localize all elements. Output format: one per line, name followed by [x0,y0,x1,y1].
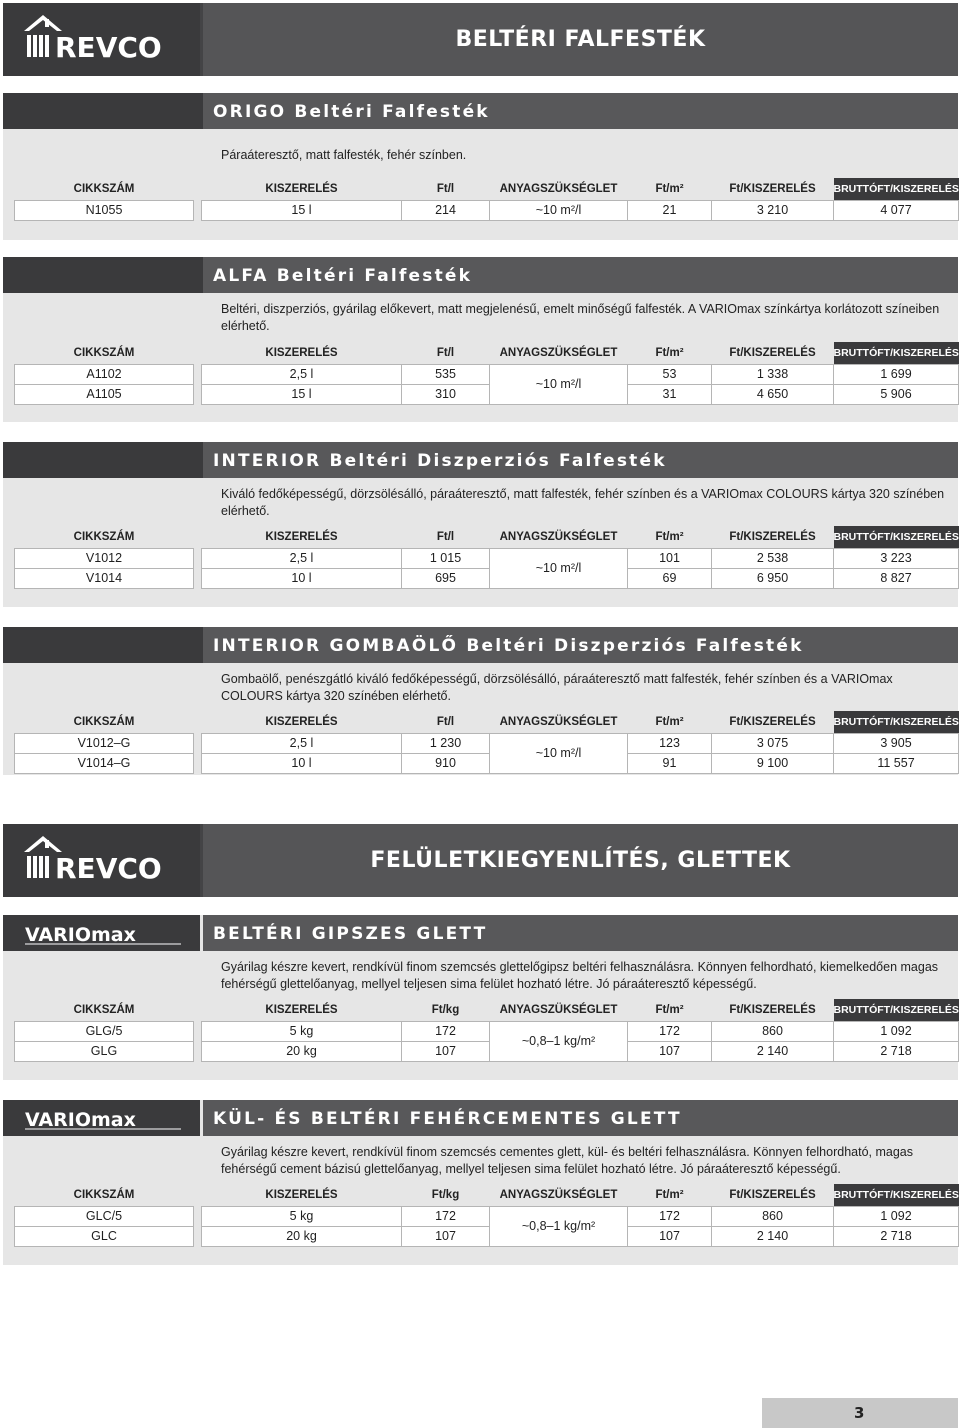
price-table [14,178,959,221]
table-header-row: CIKKSZÁM KISZERELÉS Ft/l ANYAGSZÜKSÉGLET Ft/m² Ft/KISZERELÉS BRUTTÓFT/KISZERELÉS [15,711,959,733]
section-description: Gyárilag készre kevert, rendkívül finom szemcsés cementes glett, kül- és beltéri felhasználásra. Könnyen felhordható, magas fehérségű cement bázisú glettelőanyag, mellyel teljesen sima felület hozható létre. Jó páraáteresztő képességű. [221,1145,913,1176]
revco-logo-icon [21,834,186,886]
table-header-row: CIKKSZÁM KISZERELÉS Ft/l ANYAGSZÜKSÉGLET Ft/m² Ft/KISZERELÉS BRUTTÓFT/KISZERELÉS [15,342,959,364]
variomax-logo-icon [23,1107,183,1131]
header-usage: ANYAGSZÜKSÉGLET [499,182,618,195]
table-row: GLG 20 kg 107 107 2 140 2 718 [15,1041,959,1061]
revco-logo-icon [21,13,186,65]
product-section-origo [3,93,958,240]
variomax-logo-icon [23,922,183,946]
product-section-interior-gombaolo [3,627,958,775]
page-banner [3,824,958,897]
table-row: V1012–G 2,5 l 1 230 ~10 m²/l 123 3 075 3 905 [15,733,959,753]
section-description: Páraáteresztő, matt falfesték, fehér színben. [221,148,467,162]
section-title: KÜL- ÉS BELTÉRI FEHÉRCEMENTES GLETT [213,1109,682,1129]
header-pack-price: Ft/KISZERELÉS [729,182,816,195]
svg-text:VARIOmax: VARIOmax [25,924,136,946]
header-cikkszam: CIKKSZÁM [73,182,135,195]
section-description: Kiváló fedőképességű, dörzsölésálló, páraáteresztő, matt falfesték, fehér színben és a VARIOmax COLOURS kártya 320 színében elérhető. [221,487,945,518]
section-title: ALFA Beltéri Falfesték [213,266,473,286]
banner-title: BELTÉRI FALFESTÉK [455,27,706,52]
section-description: Gombaölő, penészgátló kiváló fedőképességű, dörzsölésálló, páraáteresztő matt falfesték, fehér színben és a VARIOmax COLOURS kártya 320 színében elérhető. [221,672,893,703]
svg-text:REVCO: REVCO [55,31,162,64]
table-row: V1014 10 l 695 69 6 950 8 827 [15,568,959,588]
page-number-box [762,1398,958,1428]
page-number: 3 [854,1404,865,1422]
svg-text:VARIOmax: VARIOmax [25,1109,136,1131]
table-row: A1102 2,5 l 535 ~10 m²/l 53 1 338 1 699 [15,364,959,384]
table-header-row: CIKKSZÁM KISZERELÉS Ft/l ANYAGSZÜKSÉGLET Ft/m² Ft/KISZERELÉS BRUTTÓFT/KISZERELÉS [15,526,959,548]
product-section-fehercementes-glett [3,1100,958,1265]
page-banner [3,3,958,76]
price-table [14,342,959,405]
revco-logo [3,3,200,76]
product-section-alfa [3,257,958,422]
table-row: GLC 20 kg 107 107 2 140 2 718 [15,1226,959,1246]
header-unit-price: Ft/l [436,182,455,195]
table-row: V1014–G 10 l 910 91 9 100 11 557 [15,753,959,773]
table-header-row: CIKKSZÁM KISZERELÉS Ft/kg ANYAGSZÜKSÉGLET Ft/m² Ft/KISZERELÉS BRUTTÓFT/KISZERELÉS [15,1184,959,1206]
section-title: INTERIOR Beltéri Diszperziós Falfesték [213,451,667,471]
header-kiszereles: KISZERELÉS [265,182,338,195]
table-row: V1012 2,5 l 1 015 ~10 m²/l 101 2 538 3 223 [15,548,959,568]
table-row: A1105 15 l 310 31 4 650 5 906 [15,384,959,404]
banner-title: FELÜLETKIEGYENLÍTÉS, GLETTEK [370,848,791,873]
table-row: N1055 15 l 214 ~10 m²/l 21 3 210 4 077 [15,200,959,220]
section-title: ORIGO Beltéri Falfesték [213,102,490,122]
price-table [14,1184,959,1247]
section-title: BELTÉRI GIPSZES GLETT [213,924,488,944]
price-table [14,711,959,774]
table-header-row: CIKKSZÁM KISZERELÉS Ft/kg ANYAGSZÜKSÉGLET Ft/m² Ft/KISZERELÉS BRUTTÓFT/KISZERELÉS [15,999,959,1021]
section-description: Beltéri, diszperziós, gyárilag előkevert, matt megjelenésű, emelt minőségű falfesték. A VARIOmax színkártya korlátozott színeiben elérhető. [221,302,940,333]
price-table [14,526,959,589]
table-row: GLC/5 5 kg 172 ~0,8–1 kg/m² 172 860 1 092 [15,1206,959,1226]
product-section-interior [3,442,958,607]
table-row: GLG/5 5 kg 172 ~0,8–1 kg/m² 172 860 1 092 [15,1021,959,1041]
svg-text:REVCO: REVCO [55,852,162,885]
product-section-gipszes-glett [3,915,958,1080]
header-gross: BRUTTÓFT/KISZERELÉS [834,178,959,200]
section-title: INTERIOR GOMBAÖLŐ Beltéri Diszperziós Falfesték [213,636,804,656]
section-description: Gyárilag készre kevert, rendkívül finom szemcsés glettelőgipsz beltéri felhasználásra. Könnyen felhordható, kiemelkedően magas fehérségű glettelőanyag, mellyel teljesen sima felület hozható létre. Jó páraáteresztő képességű. [221,960,939,991]
header-ft-m2: Ft/m² [655,182,684,195]
revco-logo [3,824,200,897]
price-table [14,999,959,1062]
table-header-row [15,178,959,200]
